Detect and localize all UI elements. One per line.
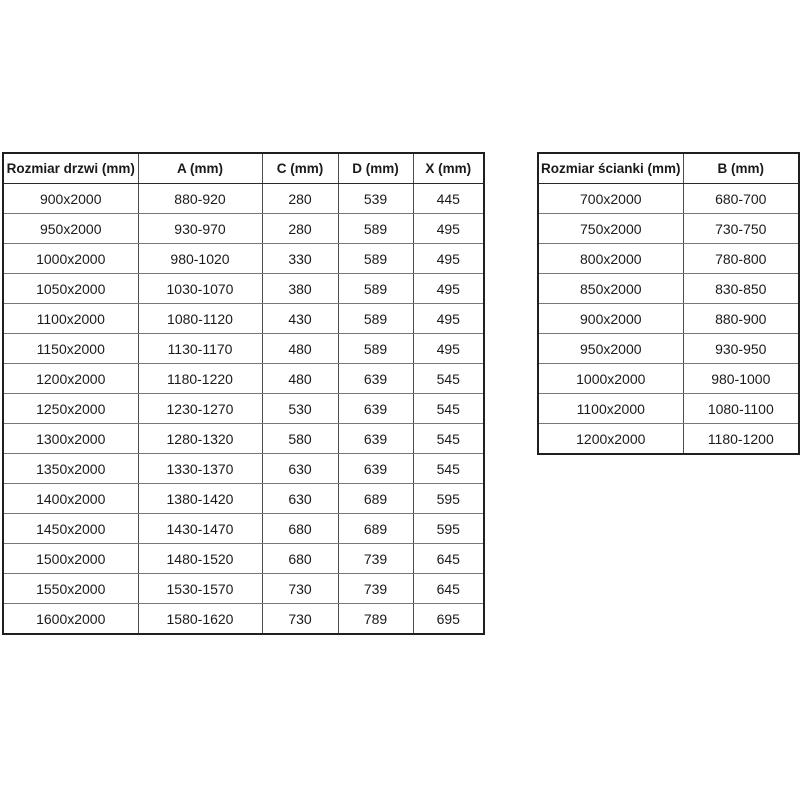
- table-row: [538, 394, 799, 424]
- table-cell: 750x2000: [538, 214, 683, 244]
- table-cell: 730: [262, 604, 338, 635]
- table-row: [3, 424, 484, 454]
- table-cell: 1000x2000: [3, 244, 138, 274]
- table-cell: 1330-1370: [138, 454, 262, 484]
- table-row: [3, 184, 484, 214]
- table-row: [538, 304, 799, 334]
- table-cell: 639: [338, 424, 413, 454]
- column-header: B (mm): [683, 153, 799, 184]
- table-cell: 1350x2000: [3, 454, 138, 484]
- table-row: [3, 394, 484, 424]
- door-sizes-table-container: [2, 152, 485, 635]
- table-row: [538, 364, 799, 394]
- table-cell: 495: [413, 244, 484, 274]
- table-cell: 1200x2000: [3, 364, 138, 394]
- table-cell: 630: [262, 484, 338, 514]
- table-cell: 539: [338, 184, 413, 214]
- table-cell: 950x2000: [538, 334, 683, 364]
- table-cell: 689: [338, 484, 413, 514]
- table-cell: 1250x2000: [3, 394, 138, 424]
- column-header: Rozmiar drzwi (mm): [3, 153, 138, 184]
- table-cell: 630: [262, 454, 338, 484]
- table-cell: 1050x2000: [3, 274, 138, 304]
- table-row: [3, 304, 484, 334]
- table-cell: 645: [413, 574, 484, 604]
- table-cell: 1550x2000: [3, 574, 138, 604]
- table-cell: 830-850: [683, 274, 799, 304]
- table-cell: 1200x2000: [538, 424, 683, 455]
- table-cell: 1580-1620: [138, 604, 262, 635]
- table-cell: 930-970: [138, 214, 262, 244]
- table-cell: 1300x2000: [3, 424, 138, 454]
- table-cell: 545: [413, 424, 484, 454]
- table-cell: 1380-1420: [138, 484, 262, 514]
- table-cell: 950x2000: [3, 214, 138, 244]
- table-cell: 1280-1320: [138, 424, 262, 454]
- table-cell: 589: [338, 274, 413, 304]
- table-cell: 330: [262, 244, 338, 274]
- table-cell: 689: [338, 514, 413, 544]
- wall-panel-sizes-table-container: [537, 152, 800, 455]
- table-cell: 1480-1520: [138, 544, 262, 574]
- table-cell: 695: [413, 604, 484, 635]
- table-cell: 739: [338, 574, 413, 604]
- table-cell: 1530-1570: [138, 574, 262, 604]
- table-cell: 880-920: [138, 184, 262, 214]
- table-row: [3, 214, 484, 244]
- table-cell: 680: [262, 514, 338, 544]
- table-cell: 639: [338, 364, 413, 394]
- table-cell: 700x2000: [538, 184, 683, 214]
- table-cell: 1080-1100: [683, 394, 799, 424]
- table-cell: 1180-1220: [138, 364, 262, 394]
- column-header: D (mm): [338, 153, 413, 184]
- table-cell: 480: [262, 364, 338, 394]
- table-cell: 645: [413, 544, 484, 574]
- table-cell: 980-1020: [138, 244, 262, 274]
- table-cell: 589: [338, 214, 413, 244]
- table-cell: 580: [262, 424, 338, 454]
- table-cell: 1400x2000: [3, 484, 138, 514]
- column-header: Rozmiar ścianki (mm): [538, 153, 683, 184]
- table-cell: 545: [413, 454, 484, 484]
- table-cell: 530: [262, 394, 338, 424]
- table-cell: 545: [413, 394, 484, 424]
- table-row: [3, 454, 484, 484]
- table-cell: 495: [413, 274, 484, 304]
- table-row: [3, 484, 484, 514]
- column-header: A (mm): [138, 153, 262, 184]
- table-cell: 680: [262, 544, 338, 574]
- table-cell: 480: [262, 334, 338, 364]
- table-cell: 739: [338, 544, 413, 574]
- table-cell: 1000x2000: [538, 364, 683, 394]
- table-row: [3, 514, 484, 544]
- table-row: [3, 574, 484, 604]
- table-row: [538, 274, 799, 304]
- table-cell: 280: [262, 184, 338, 214]
- table-row: [3, 544, 484, 574]
- table-cell: 800x2000: [538, 244, 683, 274]
- table-cell: 445: [413, 184, 484, 214]
- table-cell: 595: [413, 514, 484, 544]
- table-row: [3, 334, 484, 364]
- table-cell: 639: [338, 394, 413, 424]
- table-row: [538, 334, 799, 364]
- table-cell: 1600x2000: [3, 604, 138, 635]
- table-cell: 589: [338, 304, 413, 334]
- table-cell: 430: [262, 304, 338, 334]
- table-cell: 789: [338, 604, 413, 635]
- table-cell: 1100x2000: [3, 304, 138, 334]
- table-cell: 980-1000: [683, 364, 799, 394]
- table-cell: 495: [413, 334, 484, 364]
- table-cell: 1080-1120: [138, 304, 262, 334]
- table-cell: 495: [413, 304, 484, 334]
- table-row: [538, 214, 799, 244]
- table-cell: 930-950: [683, 334, 799, 364]
- table-cell: 495: [413, 214, 484, 244]
- door-table-header-row: [3, 153, 484, 184]
- table-cell: 1430-1470: [138, 514, 262, 544]
- table-cell: 639: [338, 454, 413, 484]
- door-sizes-table: [2, 152, 485, 635]
- table-cell: 595: [413, 484, 484, 514]
- table-cell: 589: [338, 334, 413, 364]
- table-cell: 730: [262, 574, 338, 604]
- table-cell: 1100x2000: [538, 394, 683, 424]
- table-cell: 1500x2000: [3, 544, 138, 574]
- table-cell: 545: [413, 364, 484, 394]
- table-cell: 1450x2000: [3, 514, 138, 544]
- table-cell: 1230-1270: [138, 394, 262, 424]
- wall-panel-sizes-table: [537, 152, 800, 455]
- table-cell: 900x2000: [3, 184, 138, 214]
- table-cell: 880-900: [683, 304, 799, 334]
- table-cell: 780-800: [683, 244, 799, 274]
- table-row: [3, 274, 484, 304]
- table-cell: 1180-1200: [683, 424, 799, 455]
- table-cell: 850x2000: [538, 274, 683, 304]
- table-row: [538, 184, 799, 214]
- table-row: [538, 424, 799, 455]
- table-cell: 680-700: [683, 184, 799, 214]
- table-row: [3, 604, 484, 635]
- column-header: C (mm): [262, 153, 338, 184]
- table-cell: 280: [262, 214, 338, 244]
- table-cell: 380: [262, 274, 338, 304]
- table-cell: 730-750: [683, 214, 799, 244]
- table-cell: 1130-1170: [138, 334, 262, 364]
- table-row: [538, 244, 799, 274]
- wall-table-header-row: [538, 153, 799, 184]
- column-header: X (mm): [413, 153, 484, 184]
- table-cell: 589: [338, 244, 413, 274]
- table-cell: 1150x2000: [3, 334, 138, 364]
- table-row: [3, 244, 484, 274]
- table-cell: 900x2000: [538, 304, 683, 334]
- table-row: [3, 364, 484, 394]
- table-cell: 1030-1070: [138, 274, 262, 304]
